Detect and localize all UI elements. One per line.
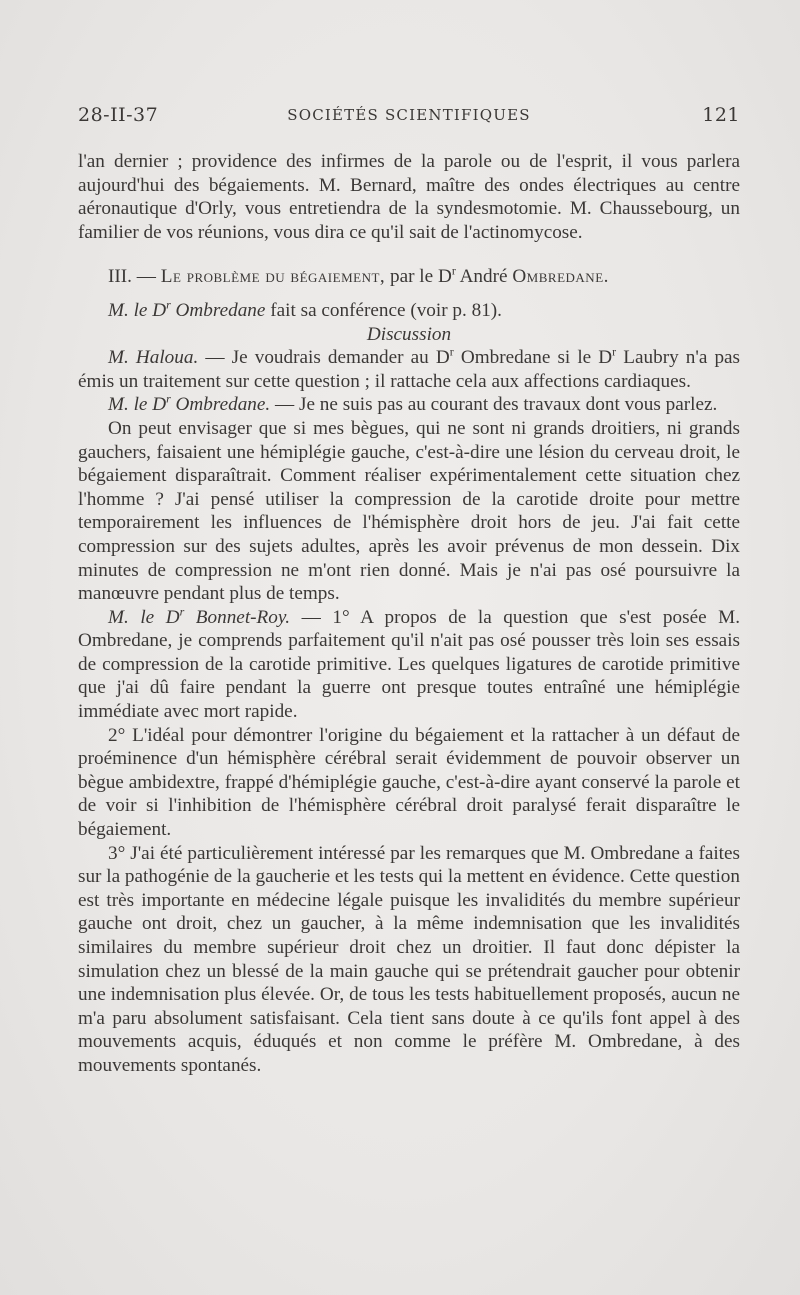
haloua-remark: M. Haloua. — Je voudrais demander au $D^r$ Ombredane si le $D^r$ Laubry n'a pas émis un traitement sur cette question ; il rattache cela aux affections cardiaques. bbox=[78, 344, 741, 392]
speaker-name: M. Haloua. bbox=[108, 347, 199, 369]
point-2-paragraph: 2° L'idéal pour démontrer l'origine du bégaiement et la rattacher à un défaut de proéminence d'un hémisphère cérébral serait évidemment de pouvoir observer un bègue ambidextre, frappé d'hémiplégie gauche, c'est-à-dire ayant conservé la parole et de voir si l'inhibition de l'hémisphère cérébral droit paralysé ferait disparaître le bégaiement. bbox=[78, 724, 740, 841]
section-title: Le problème du bégaiement, bbox=[160, 266, 386, 288]
intro-paragraph: l'an dernier ; providence des infirmes de la parole ou de l'esprit, il vous parlera aujourd'hui des bégaiements. M. Bernard, maître des ondes électriques au centre aéronautique d'Orly, vous entretiendra de la syndesmotomie. M. Chaussebourg, un familier de vos réunions, vous dira ce qu'il sait de l'actinomycose. bbox=[78, 151, 740, 243]
section-heading: III. — Le problème du bégaiement, par le $D^r$ André Ombredane. bbox=[108, 263, 609, 288]
speaker-name: Ombredane. bbox=[175, 394, 271, 416]
conference-line: M. le $D^r$ Ombredane fait sa conférence (voir p. 81). bbox=[108, 297, 502, 321]
author-first-name: André bbox=[459, 266, 508, 288]
section-number: III. — bbox=[108, 266, 156, 288]
discussion-heading: Discussion bbox=[366, 323, 452, 345]
ombredane-paragraph: On peut envisager que si mes bègues, qui ne sont ni grands droitiers, ni grands gauchers, faisaient une hémiplégie gauche, c'est-à-dire une lésion du cerveau droit, le bégaiement disparaîtrait. Comment réaliser expérimentalement cette situation chez l'homme ? J'ai pensé utiliser la compression de la carotide droite pour mettre temporairement les influences de l'hémisphère droit hors de jeu. J'ai fait cette compression sur des sujets adultes, après les avoir prévenus de mon dessein. Dix minutes de compression ne m'ont rien donné. Mais je n'ai pas osé poursuivre la manœuvre pendant plus de temps. bbox=[78, 417, 740, 605]
author-last-name: Ombredane. bbox=[512, 266, 609, 288]
main-text bbox=[78, 150, 740, 1078]
running-header bbox=[78, 104, 740, 132]
header-date: 28-II-37 bbox=[78, 104, 159, 126]
page-number: 121 bbox=[702, 104, 740, 126]
point-3-paragraph: 3° J'ai été particulièrement intéressé par les remarques que M. Ombredane a faites sur la pathogénie de la gaucherie et les tests qui la mettent en évidence. Cette question est très importante en médecine légale puisque les invalidités du membre supérieur gauche ont droit, chez un gaucher, à la même indemnisation que les invalidités similaires du membre supérieur droit chez un droitier. Il faut donc dépister la simulation chez un blessé de la main gauche qui se prétendrait gaucher pour obtenir une indemnisation plus élevée. Or, de tous les tests habituellement proposés, aucun ne m'a paru absolument satisfaisant. Cela tient sans doute à ce qu'ils font appel à des mouvements acquis, éduqués et non comme le préfère M. Ombredane, à des mouvements spontanés. bbox=[78, 842, 740, 1076]
ombredane-reply: M. le $D^r$ Ombredane. — Je ne suis pas au courant des travaux dont vous parlez. bbox=[108, 391, 718, 416]
speaker-name: Bonnet-Roy. bbox=[195, 606, 291, 628]
speaker-name: Ombredane bbox=[175, 299, 266, 321]
header-title: SOCIÉTÉS SCIENTIFIQUES bbox=[287, 106, 531, 124]
bonnet-roy-remark: M. le $D^r$ Bonnet-Roy. — 1° A propos de la question que s'est posée M. Ombredane, je comprends parfaitement qu'il n'ait pas osé pousser très loin ses essais de compression de la carotide primitive. Les quelques ligatures de carotide primitive que j'ai dû faire pendant la guerre ont presque toutes entraîné une hémiplégie immédiate avec mort rapide. bbox=[78, 604, 741, 723]
